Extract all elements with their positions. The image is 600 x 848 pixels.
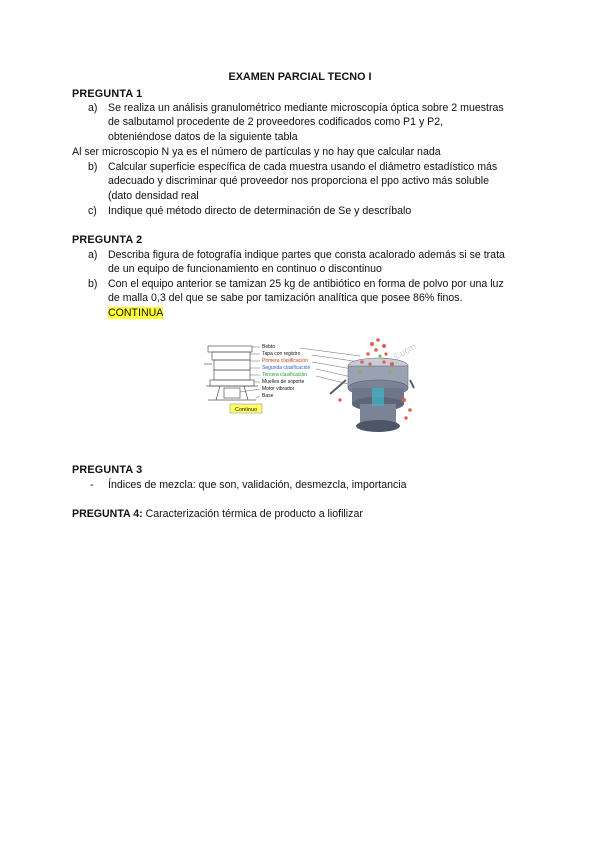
continua-highlight: CONTINUA — [108, 306, 164, 319]
item-marker: b) — [88, 161, 98, 173]
sieve-diagram-svg — [200, 336, 420, 440]
figure-caption: Continuo — [234, 407, 258, 413]
text-line: obteniéndose datos de la siguiente tabla — [108, 130, 298, 143]
question-4 — [72, 507, 363, 521]
item-a-text — [108, 101, 528, 144]
question-1-item-b — [88, 160, 528, 204]
question-2-heading: PREGUNTA 2 — [72, 234, 143, 246]
text-line: Calcular superficie específica de cada muestra usando el diámetro estadístico más — [108, 161, 498, 173]
label-segunda: Segunda clasificación — [262, 365, 311, 371]
text-line: Se realiza un análisis granulométrico mediante microscopía óptica sobre 2 muestras — [108, 102, 504, 114]
question-1-heading: PREGUNTA 1 — [72, 88, 143, 100]
item-c-text: Indique qué método directo de determinación de Se y descríbalo — [108, 205, 412, 217]
label-base: Base — [262, 393, 274, 399]
text-line: adecuado y discriminar qué proveedor nos proporciona el ppo activo más soluble — [108, 175, 490, 188]
question-2-item-b — [88, 277, 528, 323]
item-a-text — [108, 248, 528, 277]
text-line: de malla 0,3 del que se sabe por tamización analítica que posee 86% finos. — [108, 292, 463, 305]
question-2-item-a — [88, 248, 528, 278]
sieve-equipment-figure — [200, 336, 420, 440]
item-marker: a) — [88, 249, 98, 261]
label-motor: Motor vibrador — [262, 386, 295, 392]
label-tercera: Tercera clasificación — [262, 372, 308, 378]
watermark: ©ucm — [392, 341, 418, 362]
question-3-heading: PREGUNTA 3 — [72, 464, 143, 476]
label-bebto: Bebto — [262, 344, 276, 350]
item-b-text — [108, 277, 528, 320]
text-line: (dato densidad real — [108, 189, 199, 202]
question-1-item-a — [88, 101, 528, 145]
question-1-item-c — [88, 204, 528, 220]
item-marker: b) — [88, 278, 98, 290]
label-muelles: Muelles de soporte — [262, 379, 305, 385]
item-marker: c) — [88, 205, 97, 217]
question-3-text: Índices de mezcla: que son, validación, desmezcla, importancia — [108, 479, 407, 491]
machine-photo — [330, 358, 414, 432]
question-1-note: Al ser microscopio N ya es el número de partículas y no hay que calcular nada — [72, 146, 441, 158]
question-4-text: Caracterización térmica de producto a liofilizar — [145, 508, 363, 520]
label-tapa: Tapa con registro — [262, 351, 301, 357]
text-line: Describa figura de fotografía indique partes que consta acalorado además si se trata — [108, 249, 505, 261]
item-marker: - — [90, 479, 94, 491]
item-b-text — [108, 160, 528, 203]
text-line: Con el equipo anterior se tamizan 25 kg de antibiótico en forma de polvo por una luz — [108, 278, 504, 290]
question-4-heading: PREGUNTA 4: — [72, 508, 143, 520]
text-line: de un equipo de funcionamiento en continuo o discontinuo — [108, 263, 382, 276]
text-line: de salbutamol procedente de 2 proveedores codificados como P1 y P2, — [108, 116, 444, 129]
question-3-item — [88, 478, 528, 494]
exam-title: EXAMEN PARCIAL TECNO I — [228, 71, 372, 83]
line-drawing — [204, 346, 258, 400]
label-primera: Primera clasificación — [262, 358, 308, 364]
item-marker: a) — [88, 102, 98, 114]
